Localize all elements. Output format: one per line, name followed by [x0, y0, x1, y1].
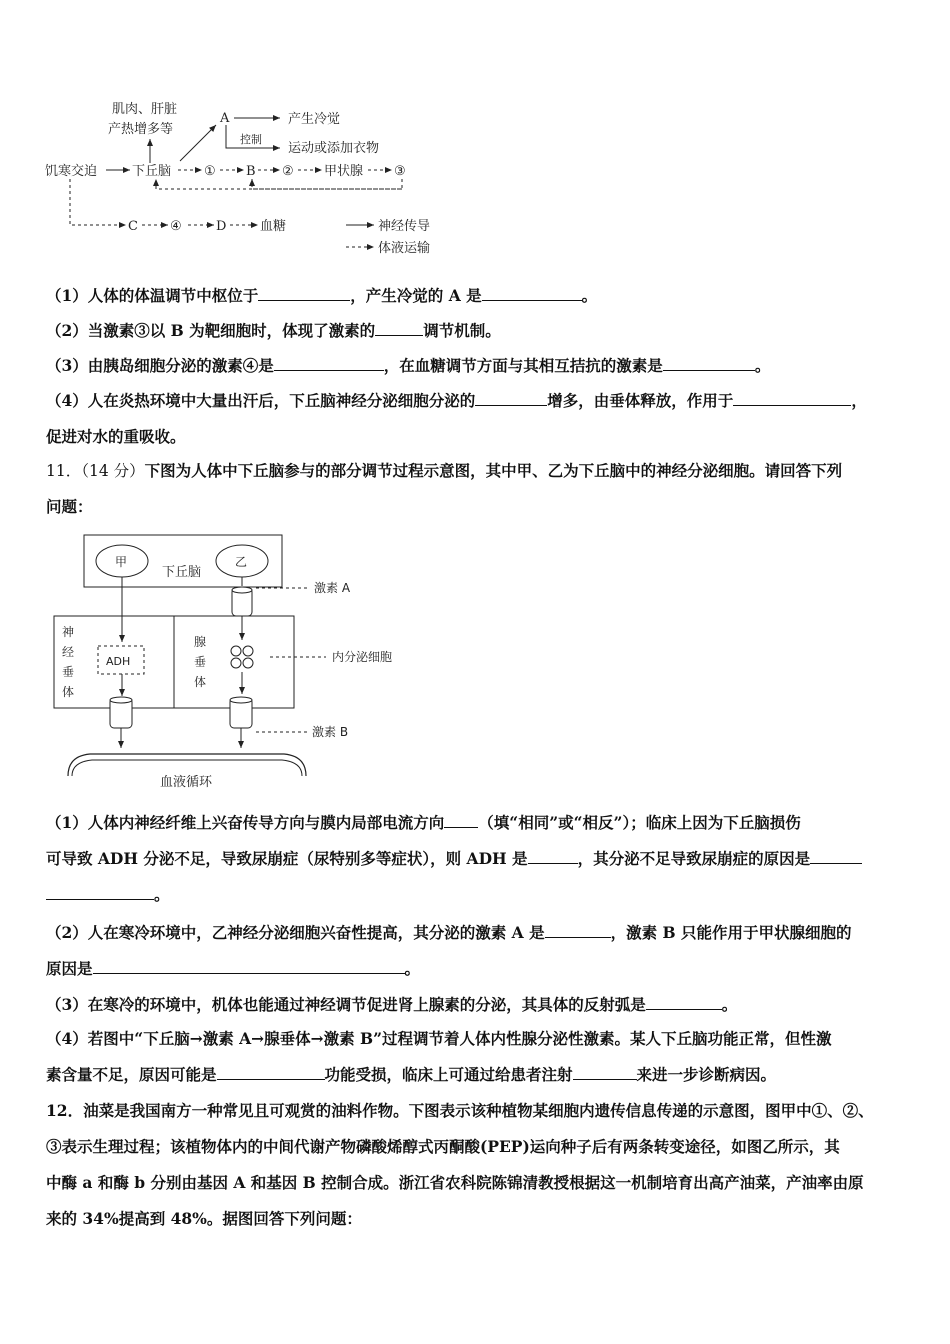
arrow-to-c	[70, 179, 126, 225]
feel-cold-label: 产生冷觉	[288, 112, 341, 127]
answer-blank[interactable]	[663, 355, 755, 371]
muscle-liver-label: 肌肉、肝脏	[112, 102, 178, 117]
blood-sugar-label: 血糖	[260, 219, 287, 234]
circle-3: ③	[394, 164, 406, 179]
q11-part2-end: 。	[404, 959, 421, 978]
adenohypophysis-char-2: 垂	[194, 655, 207, 669]
q11-part2-line2	[46, 958, 906, 980]
q11-number: 11．（14 分）	[46, 462, 145, 480]
q11-part1-text-d: ，其分泌不足导致尿崩症的原因是	[577, 849, 811, 868]
feedback-to-b	[252, 179, 402, 189]
q11-header	[46, 460, 906, 482]
q10-part2-text-b: 调节机制。	[423, 321, 501, 340]
cell-yi-label: 乙	[235, 555, 248, 569]
q11-part1-text-b: （填“相同”或“相反”）；临床上因为下丘脑损伤	[478, 813, 801, 832]
node-b: B	[246, 164, 256, 179]
hormone-a-vial-top	[232, 587, 252, 593]
q10-part4-continued	[46, 426, 906, 448]
q11-part1-line3	[46, 884, 906, 906]
hypothalamus-label: 下丘脑	[162, 565, 202, 580]
q10-part4	[46, 390, 906, 412]
q11-part3-end: 。	[721, 995, 738, 1014]
answer-blank[interactable]	[93, 958, 405, 974]
q12-line2	[46, 1136, 906, 1158]
hypothalamus-pituitary-diagram	[50, 530, 430, 800]
q11-header-text-2: 问题：	[46, 497, 93, 516]
arrow-to-a	[180, 125, 216, 161]
q11-part4-text: （4）若图中“下丘脑→激素 A→腺垂体→激素 B”过程调节着人体内性腺分泌性激素。某人下丘脑功能正常，但性激	[46, 1029, 832, 1048]
hormone-a-label: 激素 A	[314, 581, 351, 595]
exercise-clothes-label: 运动或添加衣物	[288, 141, 380, 156]
answer-blank[interactable]	[545, 922, 611, 938]
answer-blank[interactable]	[810, 848, 862, 864]
q11-part4	[46, 1028, 906, 1050]
temperature-regulation-diagram	[40, 95, 470, 265]
q11-part1-end: 。	[154, 885, 170, 904]
answer-blank[interactable]	[573, 1064, 637, 1080]
q11-part4-text-d: 来进一步诊断病因。	[636, 1065, 777, 1084]
q11-part1-text: （1）人体内神经纤维上兴奋传导方向与膜内局部电流方向	[46, 813, 445, 832]
q12-line1	[46, 1100, 906, 1122]
q11-header-text: 下图为人体中下丘脑参与的部分调节过程示意图，其中甲、乙为下丘脑中的神经分泌细胞。请回答下列	[144, 461, 843, 480]
q10-part3-text-b: ，在血糖调节方面与其相互拮抗的激素是	[383, 356, 663, 375]
endocrine-cells-icon	[231, 646, 253, 668]
answer-blank[interactable]	[217, 1064, 325, 1080]
q11-part3-text: （3）在寒冷的环境中，机体也能通过神经调节促进肾上腺素的分泌，其具体的反射弧是	[46, 995, 646, 1014]
answer-blank[interactable]	[733, 390, 851, 406]
answer-blank[interactable]	[528, 848, 578, 864]
q10-part1-text-b: ，产生冷觉的 A 是	[350, 286, 482, 305]
q11-part2-text-c: 原因是	[46, 959, 93, 978]
thyroid-label: 甲状腺	[324, 164, 364, 179]
q11-part3	[46, 994, 906, 1016]
hypothalamus-label: 下丘脑	[132, 164, 172, 179]
q10-part2	[46, 320, 906, 342]
circle-1: ①	[204, 164, 216, 179]
feedback-to-hypothalamus	[156, 179, 402, 189]
q11-part1-line2	[46, 848, 906, 870]
neurohypophysis-char-3: 垂	[62, 665, 75, 679]
answer-blank[interactable]	[258, 285, 350, 301]
circle-4: ④	[170, 219, 182, 234]
control-label: 控制	[240, 133, 262, 146]
q10-part3-end: 。	[754, 356, 771, 375]
circle-2: ②	[282, 164, 294, 179]
q11-part4-line2	[46, 1064, 906, 1086]
q11-part4-text-b: 素含量不足，原因可能是	[46, 1065, 217, 1084]
answer-blank[interactable]	[482, 285, 582, 301]
q10-part1-end: 。	[581, 286, 598, 305]
answer-blank[interactable]	[375, 320, 423, 336]
q10-part1-text: （1）人体的体温调节中枢位于	[46, 286, 259, 305]
q10-part4-text-d: 促进对水的重吸收。	[46, 427, 186, 446]
q12-text-2: ③表示生理过程；该植物体内的中间代谢产物磷酸烯醇式丙酮酸(PEP)运向种子后有两条转变途径，如图乙所示，其	[46, 1137, 840, 1156]
adenohypophysis-char-1: 腺	[194, 635, 207, 649]
hormone-b-vial-top	[230, 697, 252, 703]
node-a: A	[220, 111, 230, 126]
answer-blank[interactable]	[274, 355, 384, 371]
adh-label: ADH	[106, 655, 131, 668]
q11-part1	[46, 812, 906, 834]
endocrine-cell-label: 内分泌细胞	[332, 650, 393, 664]
adh-vial-top	[110, 697, 132, 703]
q10-part1	[46, 285, 906, 307]
answer-blank[interactable]	[444, 812, 478, 828]
cell-jia-label: 甲	[115, 555, 128, 569]
q11-part2-text-b: ，激素 B 只能作用于甲状腺细胞的	[610, 923, 852, 942]
q12-text-4: 来的 34%提高到 48%。据图回答下列问题：	[46, 1209, 362, 1228]
hormone-b-label: 激素 B	[312, 725, 349, 739]
answer-blank[interactable]	[46, 884, 154, 900]
heat-increase-label: 产热增多等	[108, 122, 174, 137]
blood-circulation-label: 血液循环	[160, 775, 213, 790]
q12-line4	[46, 1208, 906, 1230]
legend-fluid-label: 体液运输	[378, 241, 431, 256]
q10-part3-text: （3）由胰岛细胞分泌的激素④是	[46, 356, 274, 375]
q12-text-1: 12．油菜是我国南方一种常见且可观赏的油料作物。下图表示该种植物某细胞内遗传信息传递的示意图，图甲中①、②、	[46, 1101, 874, 1120]
neurohypophysis-char-4: 体	[62, 685, 75, 699]
q11-part1-text-c: 可导致 ADH 分泌不足，导致尿崩症（尿特别多等症状），则 ADH 是	[46, 849, 528, 868]
q11-part2-text: （2）人在寒冷环境中，乙神经分泌细胞兴奋性提高，其分泌的激素 A 是	[46, 923, 545, 942]
q10-part4-text-b: 增多，由垂体释放，作用于	[547, 391, 734, 410]
node-c: C	[128, 219, 138, 234]
answer-blank[interactable]	[475, 390, 547, 406]
answer-blank[interactable]	[646, 994, 722, 1010]
q11-header-2	[46, 496, 906, 518]
q10-part4-comma: ，	[851, 391, 867, 410]
q12-line3	[46, 1172, 906, 1194]
neurohypophysis-char-1: 神	[62, 625, 75, 639]
q10-part4-text: （4）人在炎热环境中大量出汗后，下丘脑神经分泌细胞分泌的	[46, 391, 476, 410]
neurohypophysis-char-2: 经	[62, 645, 75, 659]
legend-nerve-label: 神经传导	[378, 219, 431, 234]
q11-part2	[46, 922, 906, 944]
adenohypophysis-char-3: 体	[194, 675, 207, 689]
q11-part4-text-c: 功能受损，临床上可通过给患者注射	[324, 1065, 573, 1084]
blood-vessel-inner	[72, 760, 302, 776]
cold-stimulus-label: 饥寒交迫	[45, 164, 98, 179]
blood-vessel-top	[68, 754, 306, 776]
q10-part2-text: （2）当激素③以 B 为靶细胞时，体现了激素的	[46, 321, 376, 340]
q10-part3	[46, 355, 906, 377]
q12-text-3: 中酶 a 和酶 b 分别由基因 A 和基因 B 控制合成。浙江省农科院陈锦清教授根据这一机制培育出高产油菜，产油率由原	[46, 1173, 864, 1192]
node-d: D	[216, 219, 227, 234]
